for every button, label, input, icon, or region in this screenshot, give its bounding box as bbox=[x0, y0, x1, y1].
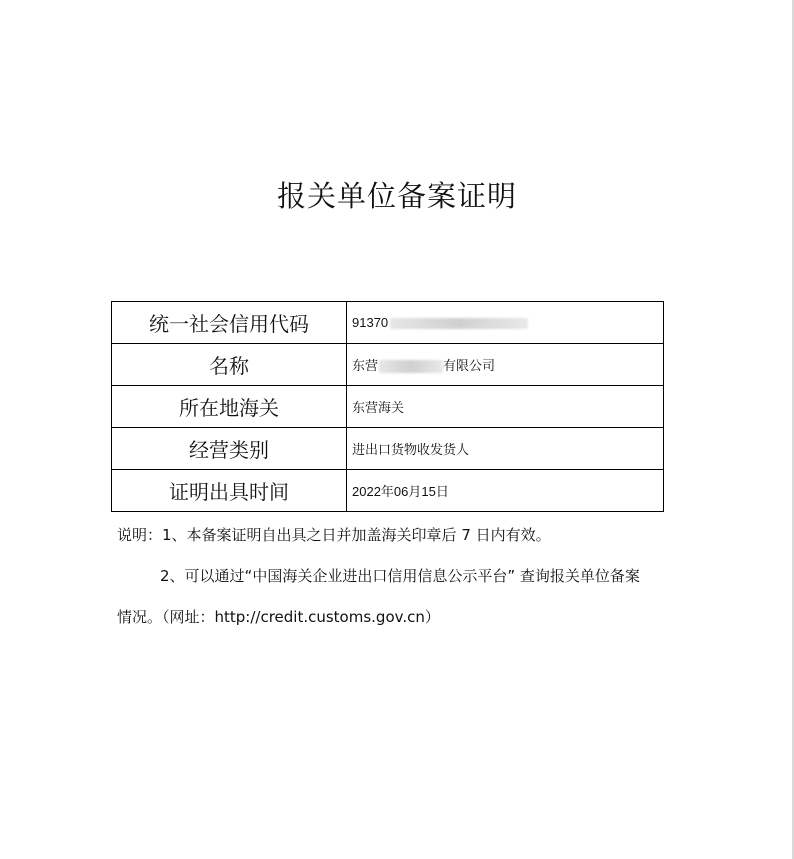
row-value-issue-date: 2022年06月15日 bbox=[347, 470, 664, 512]
row-value-customs: 东营海关 bbox=[347, 386, 664, 428]
table-row bbox=[112, 470, 664, 512]
row-value-credit-code bbox=[347, 302, 664, 344]
table-row bbox=[112, 302, 664, 344]
name-visible-suffix: 有限公司 bbox=[443, 359, 496, 374]
redacted-region bbox=[379, 360, 443, 373]
row-label-business-type: 经营类别 bbox=[112, 428, 347, 470]
redacted-region bbox=[390, 318, 528, 329]
note-line-2: 2、可以通过“中国海关企业进出口信用信息公示平台” 查询报关单位备案 bbox=[160, 567, 640, 585]
name-visible-prefix: 东营 bbox=[352, 359, 379, 374]
credit-code-visible-part: 91370 bbox=[352, 315, 389, 330]
row-label-customs: 所在地海关 bbox=[112, 386, 347, 428]
table-row bbox=[112, 386, 664, 428]
table-row bbox=[112, 428, 664, 470]
document-title: 报关单位备案证明 bbox=[276, 179, 517, 213]
row-label-name: 名称 bbox=[112, 344, 347, 386]
note-line-1: 说明：1、本备案证明自出具之日并加盖海关印章后 7 日内有效。 bbox=[117, 526, 551, 544]
note-line-3: 情况。（网址：http://credit.customs.gov.cn） bbox=[117, 608, 440, 626]
row-label-issue-date: 证明出具时间 bbox=[112, 470, 347, 512]
record-table bbox=[111, 301, 664, 512]
table-row bbox=[112, 344, 664, 386]
row-label-credit-code: 统一社会信用代码 bbox=[112, 302, 347, 344]
row-value-name bbox=[347, 344, 664, 386]
row-value-business-type: 进出口货物收发货人 bbox=[347, 428, 664, 470]
